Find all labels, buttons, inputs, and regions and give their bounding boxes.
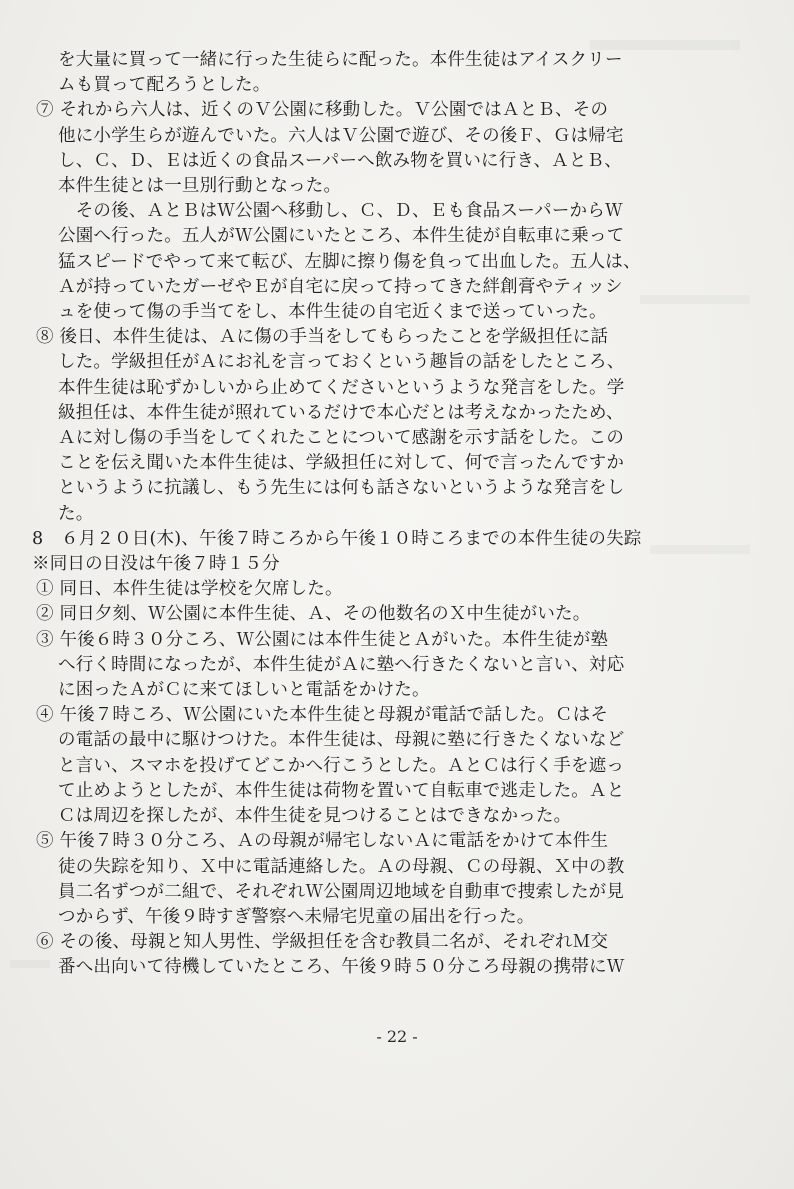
text-line: て止めようとしたが、本件生徒は荷物を置いて自転車で逃走した。Ａと — [58, 780, 625, 801]
text-line: ④ 午後７時ころ、Ｗ公園にいた本件生徒と母親が電話で話した。Ｃはそ — [36, 705, 609, 726]
text-line: 他に小学生らが遊んでいた。六人はＶ公園で遊び、その後Ｆ、Ｇは帰宅 — [58, 125, 624, 146]
text-line: 公園へ行った。五人がＷ公園にいたところ、本件生徒が自転車に乗って — [58, 226, 625, 247]
page-number: - 22 - — [376, 1027, 418, 1046]
text-line: 番へ出向いて待機していたところ、午後９時５０分ころ母親の携帯にＷ — [58, 957, 625, 978]
text-line: ① 同日、本件生徒は学校を欠席した。 — [36, 579, 343, 600]
text-line: ⑥ その後、母親と知人男性、学級担任を含む教員二名が、それぞれＭ交 — [36, 932, 609, 953]
text-line: つからず、午後９時すぎ警察へ未帰宅児童の届出を行った。 — [58, 906, 535, 927]
text-line: Ａに対し傷の手当をしてくれたことについて感謝を示す話をした。この — [58, 428, 625, 449]
text-line: ⑤ 午後７時３０分ころ、Ａの母親が帰宅しないＡに電話をかけて本件生 — [36, 831, 609, 852]
text-line: ⑧ 後日、本件生徒は、Ａに傷の手当をしてもらったことを学級担任に話 — [36, 327, 609, 348]
text-line: ュを使って傷の手当てをし、本件生徒の自宅近くまで送っていった。 — [58, 302, 607, 323]
text-line: ② 同日夕刻、Ｗ公園に本件生徒、Ａ、その他数名のＸ中生徒がいた。 — [36, 604, 591, 625]
text-line: Ｃは周辺を探したが、本件生徒を見つけることはできなかった。 — [58, 806, 572, 827]
text-line: に困ったＡがＣに来てほしいと電話をかけた。 — [58, 680, 430, 701]
text-line: ことを伝え聞いた本件生徒は、学級担任に対して、何で言ったんですか — [58, 453, 625, 474]
text-line: し、Ｃ、Ｄ、Ｅは近くの食品スーパーへ飲み物を買いに行き、ＡとＢ、 — [58, 150, 622, 171]
text-line: した。学級担任がＡにお礼を言っておくという趣旨の話をしたところ、 — [58, 352, 625, 373]
text-line: Ａが持っていたガーゼやＥが自宅に戻って持ってきた絆創膏やティッシ — [58, 276, 623, 297]
text-line: 本件生徒は恥ずかしいから止めてくださいというような発言をした。学 — [58, 377, 625, 398]
text-line: と言い、スマホを投げてどこかへ行こうとした。ＡとＣは行く手を遮っ — [58, 755, 625, 776]
body-text — [32, 48, 748, 981]
section-note: ※同日の日没は午後７時１５分 — [32, 554, 280, 575]
text-line: 級担任は、本件生徒が照れているだけで本心だとは考えなかったため、 — [58, 402, 624, 423]
text-line: の電話の最中に駆けつけた。本件生徒は、母親に塾に行きたくないなど — [58, 730, 625, 751]
text-line: ⑦ それから六人は、近くのＶ公園に移動した。Ｖ公園ではＡとＢ、その — [36, 100, 609, 121]
text-line: 猛スピードでやって来て転び、左脚に擦り傷を負って出血した。五人は、 — [58, 251, 641, 272]
text-line: その後、ＡとＢはＷ公園へ移動し、Ｃ、Ｄ、Ｅも食品スーパーからＷ — [58, 201, 623, 222]
text-line: 本件生徒とは一旦別行動となった。 — [58, 176, 342, 197]
text-line: ムも買って配ろうとした。 — [58, 75, 271, 96]
text-line: た。 — [58, 503, 94, 524]
text-line: 員二名ずつが二組で、それぞれＷ公園周辺地域を自動車で捜索したが見 — [58, 881, 625, 902]
text-line: というように抗議し、もう先生には何も話さないというような発言をし — [58, 478, 625, 499]
text-line: 徒の失踪を知り、Ｘ中に電話連絡した。Ａの母親、Ｃの母親、Ｘ中の教 — [58, 856, 625, 877]
text-line: を大量に買って一緒に行った生徒らに配った。本件生徒はアイスクリー — [58, 50, 623, 70]
show-through-artifact — [10, 960, 50, 968]
text-line: へ行く時間になったが、本件生徒がＡに塾へ行きたくないと言い、対応 — [58, 654, 625, 675]
text-line: ③ 午後６時３０分ころ、Ｗ公園には本件生徒とＡがいた。本件生徒が塾 — [36, 629, 609, 650]
section-heading: 8 ６月２０日(木)、午後７時ころから午後１０時ころまでの本件生徒の失踪 — [32, 528, 642, 549]
